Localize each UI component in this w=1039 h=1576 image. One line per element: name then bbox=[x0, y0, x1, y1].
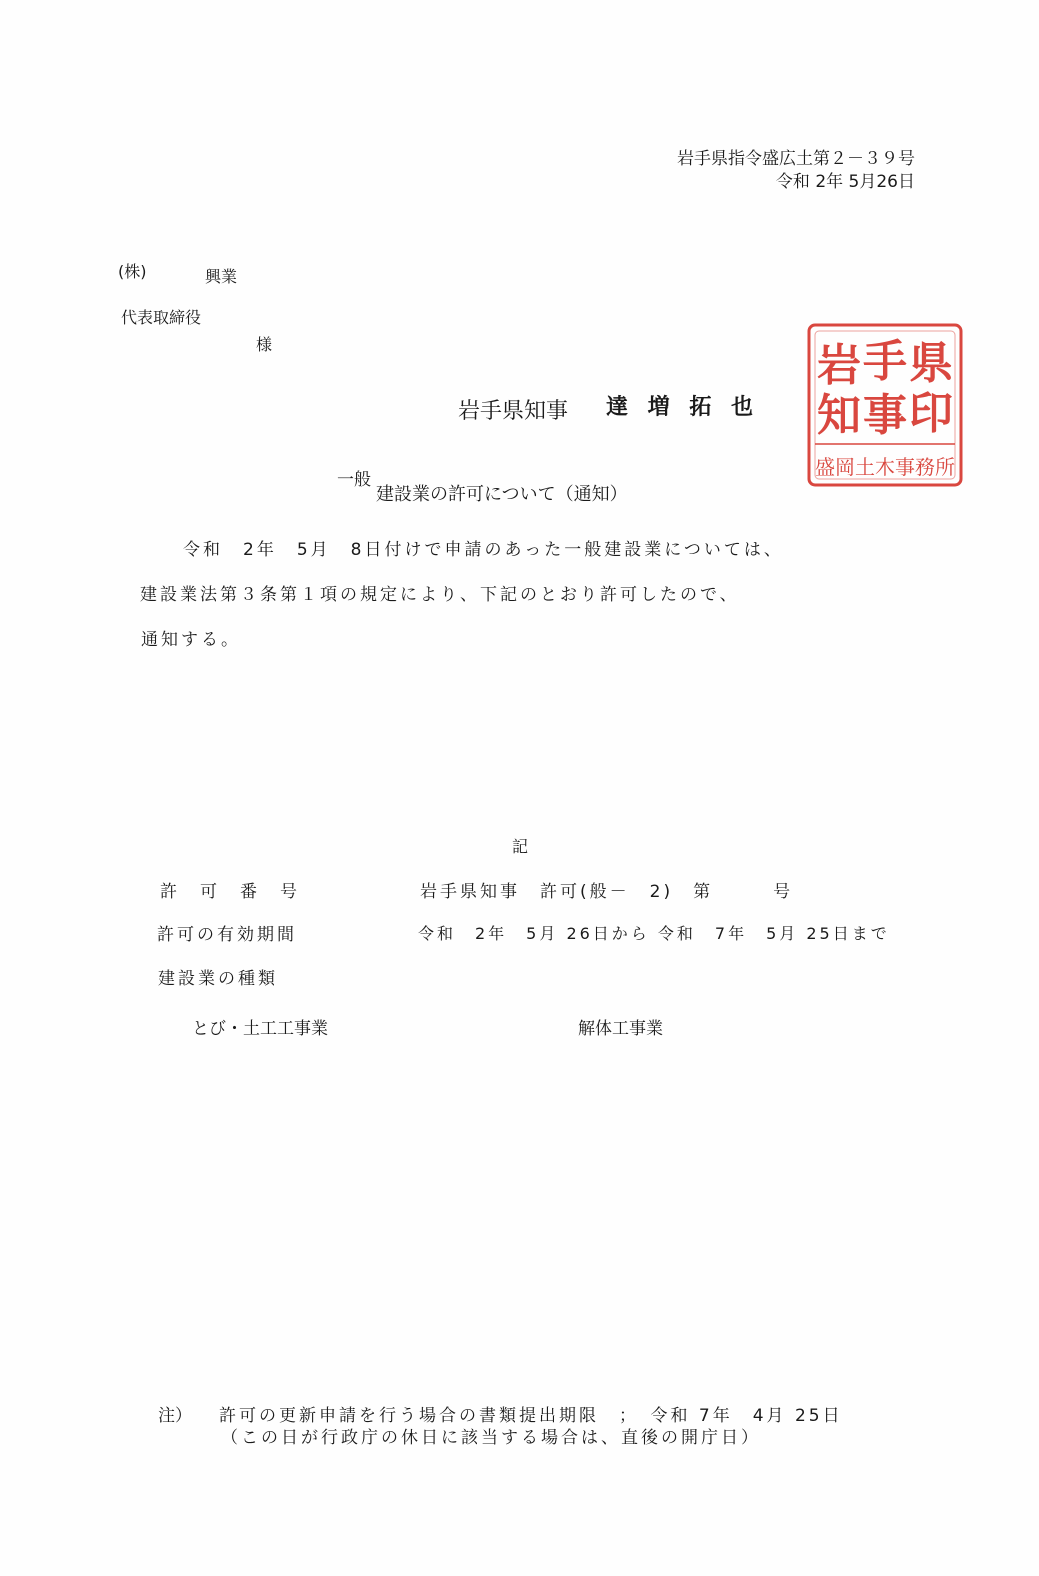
sender-position: 岩手県知事 bbox=[458, 399, 569, 424]
body-line-3: 通知する。 bbox=[141, 630, 241, 650]
construction-type-2: 解体工事業 bbox=[578, 1019, 663, 1039]
construction-type-1: とび・土工工事業 bbox=[192, 1019, 328, 1039]
note-line-2: （この日が行政庁の休日に該当する場合は、直後の開庁日） bbox=[221, 1428, 761, 1448]
ki-heading: 記 bbox=[512, 837, 529, 856]
document-date: 令和 2年 5月26日 bbox=[775, 172, 915, 192]
sender-name: 達 増 拓 也 bbox=[606, 395, 759, 420]
recipient-honorific: 様 bbox=[256, 335, 273, 354]
recipient-title: 代表取締役 bbox=[121, 308, 202, 327]
types-label: 建設業の種類 bbox=[158, 969, 278, 989]
company-name: 興業 bbox=[205, 267, 238, 286]
validity-value: 令和 2年 5月 26日から 令和 7年 5月 25日まで bbox=[418, 924, 890, 943]
subject-title: 建設業の許可について（通知） bbox=[376, 484, 628, 505]
company-prefix: (株) bbox=[118, 262, 147, 281]
seal-bottom-text: 盛岡土木事務所 bbox=[815, 455, 955, 479]
seal-char: 事 bbox=[863, 390, 907, 441]
seal-char: 印 bbox=[909, 388, 953, 439]
seal-char: 岩 bbox=[817, 340, 861, 391]
seal-char: 県 bbox=[909, 338, 953, 389]
seal-char: 知 bbox=[817, 390, 861, 441]
subject-prefix: 一般 bbox=[337, 470, 371, 490]
document-number: 岩手県指令盛広土第２－３９号 bbox=[677, 149, 915, 169]
permit-number-value: 岩手県知事 許可(般－ 2) 第 号 bbox=[420, 882, 794, 902]
seal-char: 手 bbox=[863, 336, 907, 387]
body-line-1: 令和 2年 5月 8日付けで申請のあった一般建設業については、 bbox=[183, 540, 784, 560]
official-seal bbox=[806, 322, 964, 488]
body-line-2: 建設業法第３条第１項の規定により、下記のとおり許可したので、 bbox=[140, 585, 740, 605]
note-label: 注） bbox=[158, 1406, 192, 1426]
note-line-1: 許可の更新申請を行う場合の書類提出期限 ； 令和 7年 4月 25日 bbox=[219, 1406, 843, 1426]
validity-label: 許可の有効期間 bbox=[157, 925, 297, 945]
permit-number-label: 許 可 番 号 bbox=[160, 882, 300, 902]
